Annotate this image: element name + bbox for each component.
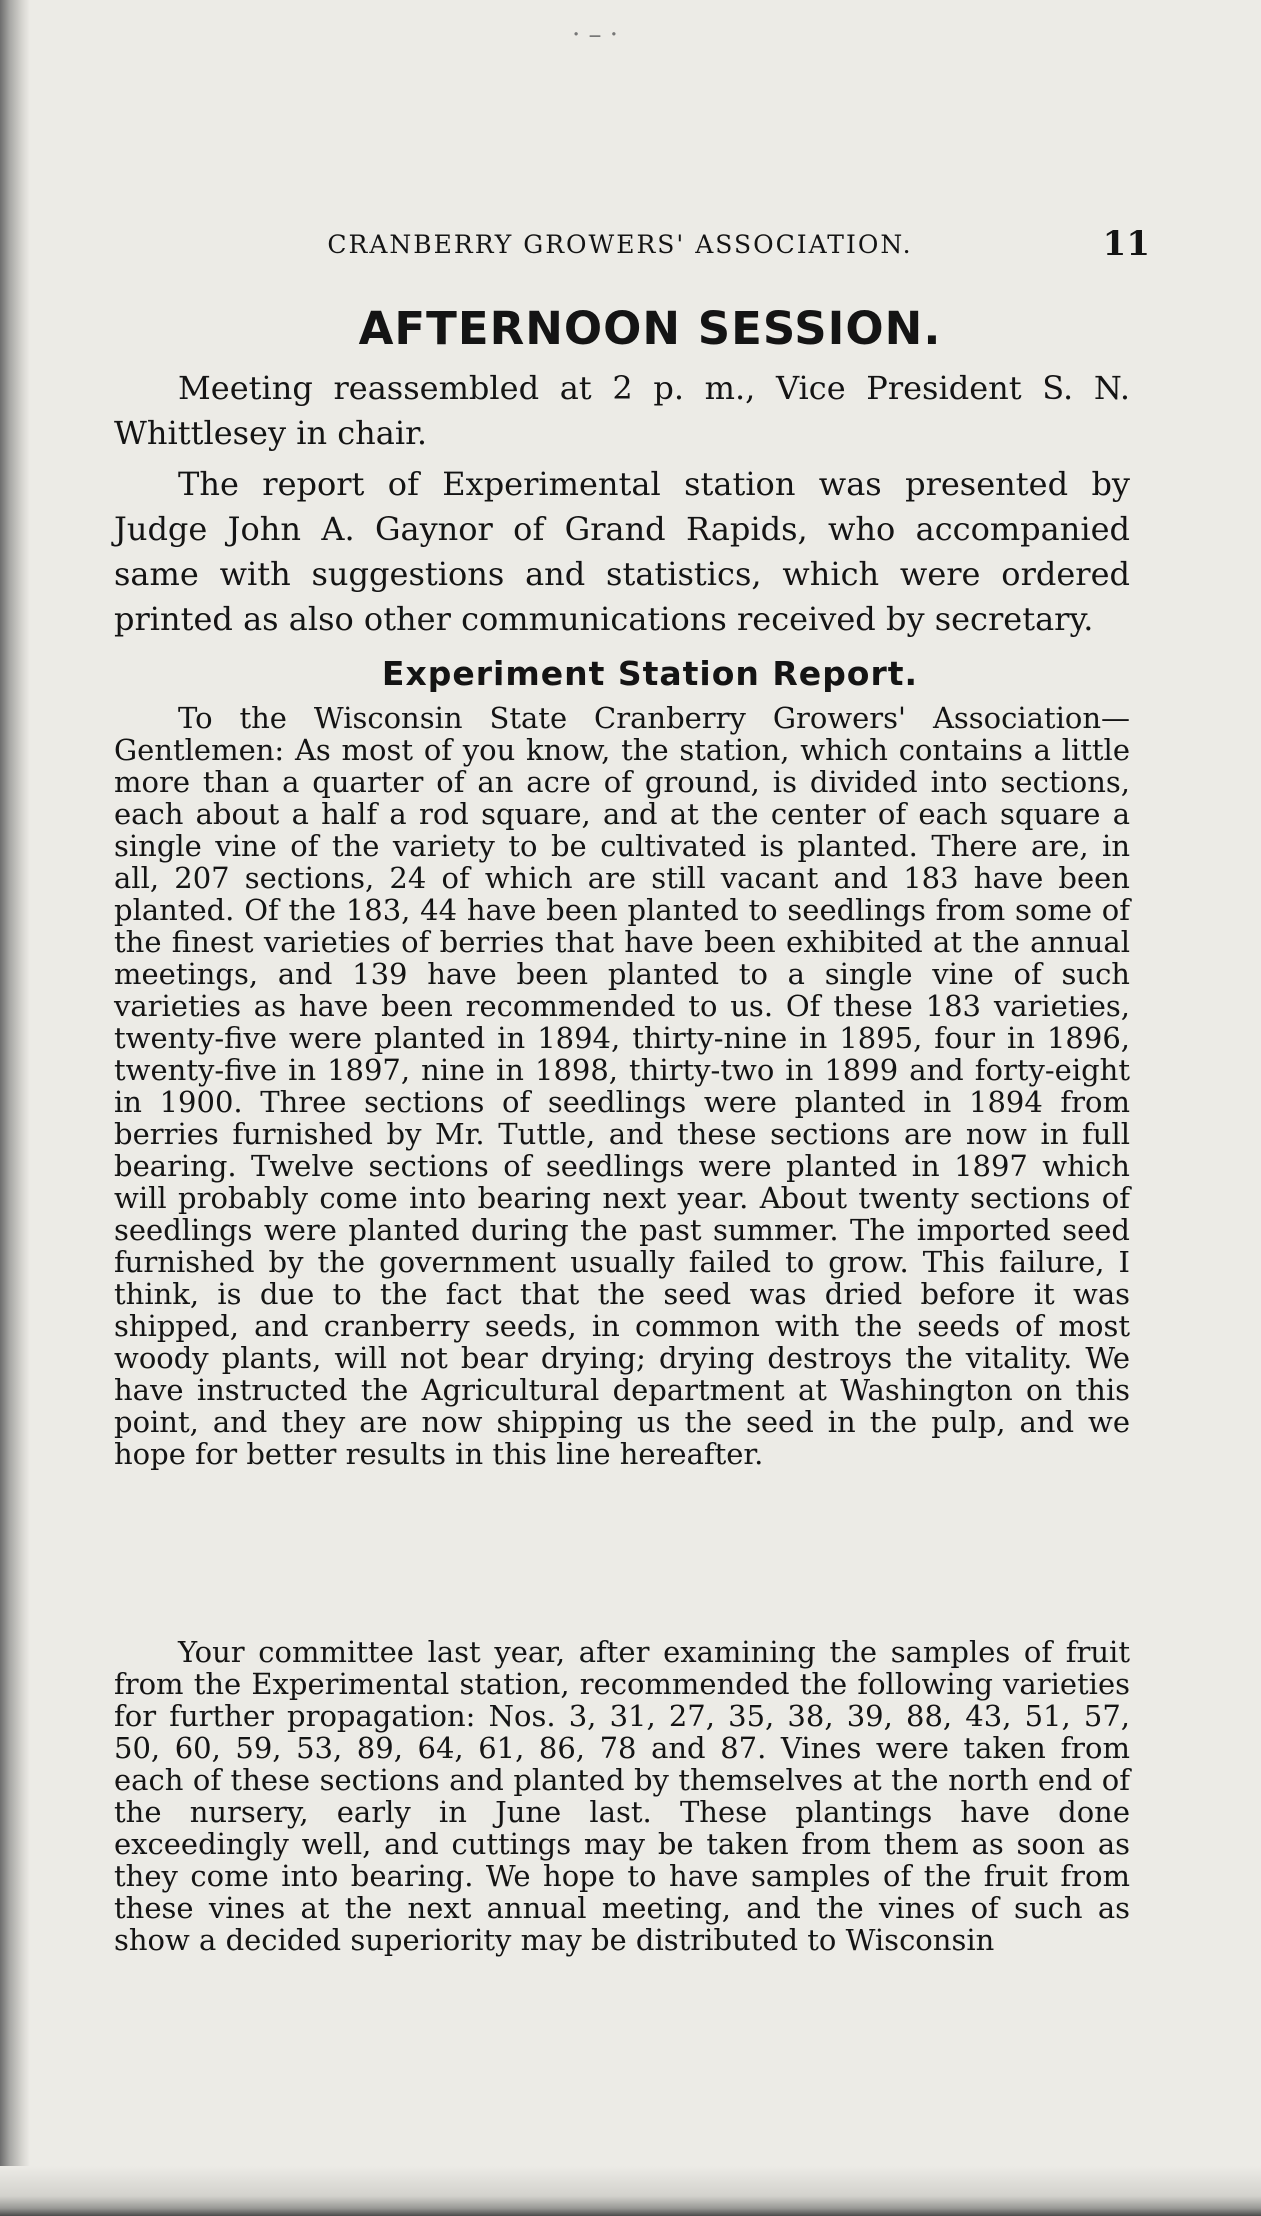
report-heading: Experiment Station Report.	[381, 654, 919, 693]
page-number: 11	[1102, 224, 1150, 264]
section-title: AFTERNOON SESSION.	[358, 302, 942, 355]
intro-paragraph: The report of Experimental station was presented by Judge John A. Gaynor of Grand Rapids, who accompanied same with suggestions and statistics, which were ordered printed as also other communications received by secretary.	[114, 465, 1130, 638]
print-smudge: · – ·	[572, 20, 619, 50]
report-paragraph: To the Wisconsin State Cranberry Growers' Association—Gentlemen: As most of you know, the station, which contains a little more than a quarter of an acre of ground, is divided into sections, each about a half a rod square, and at the center of each square a single vine of the variety to be cultivated is planted. There are, in all, 207 sections, 24 of which are still vacant and 183 have been planted. Of the 183, 44 have been planted to seedlings from some of the finest varieties of berries that have been exhibited at the annual meetings, and 139 have been planted to a single vine of such varieties as have been recommended to us. Of these 183 varieties, twenty-five were planted in 1894, thirty-nine in 1895, four in 1896, twenty-five in 1897, nine in 1898, thirty-two in 1899 and forty-eight in 1900. Three sections of seedlings were planted in 1894 from berries furnished by Mr. Tuttle, and these sections are now in full bearing. Twelve sections of seedlings were planted in 1897 which will probably come into bearing next year. About twenty sections of seedlings were planted during the past summer. The imported seed furnished by the government usually failed to grow. This failure, I think, is due to the fact that the seed was dried before it was shipped, and cranberry seeds, in common with the seeds of most woody plants, will not bear drying; drying destroys the vitality. We have instructed the Agricultural department at Washington on this point, and they are now shipping us the seed in the pulp, and we hope for better results in this line hereafter.	[114, 701, 1130, 1471]
page-binding-edge	[0, 0, 30, 2216]
page-bottom-edge	[0, 2166, 1261, 2216]
intro-paragraph: Meeting reassembled at 2 p. m., Vice President S. N. Whittlesey in chair.	[114, 369, 1130, 452]
report-paragraph: Your committee last year, after examining the samples of fruit from the Experimental station, recommended the following varieties for further propagation: Nos. 3, 31, 27, 35, 38, 39, 88, 43, 51, 57, 50, 60, 59, 53, 89, 64, 61, 86, 78 and 87. Vines were taken from each of these sections and planted by themselves at the north end of the nursery, early in June last. These plantings have done exceedingly well, and cuttings may be taken from them as soon as they come into bearing. We hope to have samples of the fruit from these vines at the next annual meeting, and the vines of such as show a decided superiority may be distributed to Wisconsin	[114, 1635, 1130, 1957]
running-header: CRANBERRY GROWERS' ASSOCIATION.	[327, 230, 913, 259]
